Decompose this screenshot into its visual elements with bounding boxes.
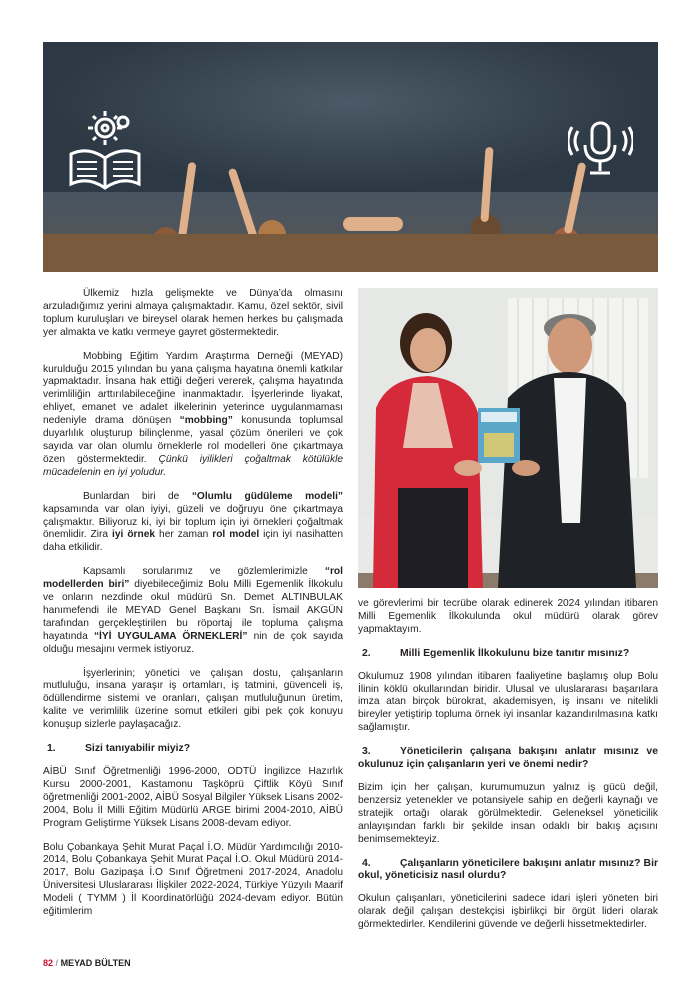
page-footer [43, 958, 131, 968]
interview-photo [358, 288, 658, 588]
article-column-left [43, 288, 343, 930]
answer-paragraph: Okulumuz 1908 yılından itibaren faaliyetine başlamış olup Bolu İlinin köklü okullarından biridir. Ulusal ve uluslararası başarılara imza atan birçok bürokrat, akademisyen, iş insanı ve nitelikli bireyler yetiştirip topluma örnek iyi insanlar kazandırılmasına katkı sağlamıştır. [358, 670, 658, 734]
answer-paragraph: Bizim için her çalışan, kurumumuzun yalnız iş gücü değil, benzersiz yetenekler ve potansiyele sahip en değerli kaynağı ve stratejik ortağı olarak görülmektedir. Geleneksel yöneticilik anlayışından farklı bir şekilde insan odaklı bir bakış açısını benimsemekteyiz. [358, 781, 658, 845]
answer-paragraph: Okulun çalışanları, yöneticilerini sadece idari işleri yöneten biri olarak değil çalışan destekçisi işbirlikçi bir örgüt lideri olarak görmektedirler. Kendilerini güvende ve değerli hissetmektedirler. [358, 893, 658, 931]
answer-paragraph: AİBÜ Sınıf Öğretmenliği 1996-2000, ODTÜ İngilizce Hazırlık Kursu 2000-2001, Kastamonu Taşköprü Çiftlik Köyü Sınıf öğretmenliği 2001-2002, AİBÜ Sosyal Bilgiler Yüksek Lisans 2002-2004, Bolu İl Milli Eğitim Müdürlü ARGE birimi 2004-2010, AİBÜ Program Geliştirme Yüksek Lisans 2008-devam ediyor. [43, 766, 343, 829]
answer-paragraph: Bolu Çobankaya Şehit Murat Paçal İ.O. Müdür Yardımcılığı 2010-2014, Bolu Çobankaya Şehit Murat Paçal İ.O. Okul Müdürü 2014-2017, Bolu Gazipaşa İ.O Sınıf Öğretmeni 2017-2024, Anadolu Üniversitesi Uluslararası İlişkiler 2022-2024, Türkiye Yüzyılı Maarif Modeli ( TYMM ) İl Koordinatörlüğü 2024-devam ediyor. Bütün eğitimlerim [43, 841, 343, 918]
paragraph: Kapsamlı sorularımız ve gözlemlerimizle “rol modellerden biri” diyebileceğimiz Bolu Milli Egemenlik İlkokulu ve onların nezdinde okul müdürü Sn. Demet ALTINBULAK hanımefendi ile MEYAD Genel Başkanı Sn. İsmail AKGÜN tarafından gerçekleştirilen bu röportaj ile topluma çalışma hayatında “İYİ UYGULAMA ÖRNEKLERİ” nin de çok sayıda olduğu mesajını vermek istiyoruz. [43, 566, 343, 655]
page-number: 82 [43, 958, 54, 968]
paragraph: Bunlardan biri de “Olumlu güdüleme modeli” kapsamında var olan iyiyi, güzeli ve doğruyu öne çıkartmaya çalışmaktır. Biliyoruz ki, iyi bir toplum için iyi örnekleri çoğaltmak önemlidir. Zira iyi örnek her zaman rol model için iyi nasihatten daha etkilidir. [43, 490, 343, 554]
header-banner-image [43, 42, 658, 272]
paragraph: Ülkemiz hızla gelişmekte ve Dünya’da olmasını arzuladığımız yerini almaya çalışmaktadır. Kamu, özel sektör, sivil toplum kuruluşları ve bireysel olarak hemen herkes bu çalışmada yer almakta ve katkı vermeye gayret göstermektedir. [43, 288, 343, 338]
article-column-right [358, 598, 658, 943]
desk [43, 234, 658, 272]
paragraph: Mobbing Eğitim Yardım Araştırma Derneği (MEYAD) kurulduğu 2015 yılından bu yana çalışma hayatına önemli katkılar yapmaktadır. İnsana hak ettiği değeri vererek, çalışma hayatında verimliliğin arttırılabileceğine inanmaktadır. İşyerlerinde liyakat, ehliyet, emanet ve adalet ilkelerinin yeterince uygulanmaması nedeniyle drama dönüşen “mobbing” konusunda toplumsal duyarlılık oluşturup bilinçlenme, yasal çözüm önerileri ve çok sayıda var olan olumlu örneklerle rol modelleri öne çıkartmaya özen göstermektedir. Çünkü iyilikleri çoğaltmak kötülükle mücadelenin en iyi yoludur. [43, 350, 344, 478]
question-heading: 3. Yöneticilerin çalışana bakışını anlatır mısınız ve okulunuz için çalışanların yeri ve önemi nedir? [358, 746, 658, 771]
question-heading: 2. Milli Egemenlik İlkokulunu bize tanıtır mısınız? [362, 647, 630, 659]
microphone-icon [568, 117, 633, 187]
footer-separator: / [55, 958, 59, 968]
publication-title: MEYAD BÜLTEN [60, 958, 131, 968]
question-heading: 4. Çalışanların yöneticilere bakışını anlatır mısınız? Bir okul, yöneticisiz nasıl olurdu? [358, 857, 658, 882]
paragraph: İşyerlerinin; yönetici ve çalışan dostu, çalışanların mutluluğu, insana yaraşır iş ortamları, iş tatmini, güvenceli iş, ödüllendirme sistemi ve oranları, çalışan mutluluğunun üretim, kalite ve verimlilik üzerine somut etkileri gibi pek çok konuyu konuşup sizlerle paylaşacağız. [43, 667, 343, 731]
paragraph: ve görevlerimi bir tecrübe olarak edinerek 2024 yılından itibaren Milli Egemenlik İlkokulunda okul müdürü olarak görev yapmaktayım. [358, 598, 658, 635]
photo-illustration [358, 288, 658, 588]
handshake [343, 217, 403, 231]
book-gears-icon [65, 104, 145, 194]
question-heading: 1. Sizi tanıyabilir miyiz? [47, 743, 191, 755]
